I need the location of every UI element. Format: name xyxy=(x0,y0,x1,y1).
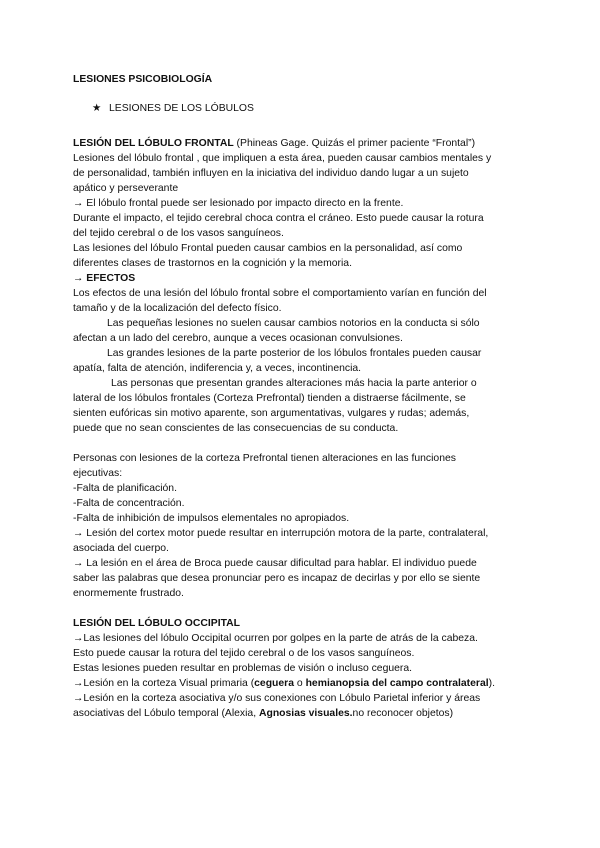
text-span: asociativas del Lóbulo temporal (Alexia, xyxy=(73,708,259,719)
text-line: →Lesión en la corteza asociativa y/o sus conexiones con Lóbulo Parietal inferior y áreas xyxy=(73,693,481,704)
text-line: del tejido cerebral o de los vasos sanguíneos. xyxy=(73,228,284,239)
text-line: → Lesión del cortex motor puede resultar en interrupción motora de la parte, contralateral, xyxy=(73,528,489,539)
text-line: ejecutivas: xyxy=(73,468,123,479)
executive-functions-paragraph xyxy=(73,451,533,601)
text-line: sienten eufóricas sin motivo aparente, son argumentativas, vulgares y rudas; además, xyxy=(73,408,470,419)
efectos-heading xyxy=(73,271,533,286)
text-line: asociada del cuerpo. xyxy=(73,543,169,554)
agnosias-term: Agnosias visuales. xyxy=(258,708,353,719)
bullet-item-lobulos xyxy=(73,101,533,116)
text-line: diferentes clases de trastornos en la cognición y la memoria. xyxy=(73,258,352,269)
text-line: de personalidad, también influyen en la iniciativa del individuo dando lugar a un sujeto xyxy=(73,168,469,179)
text-span: no reconocer objetos) xyxy=(352,708,454,719)
text-line: Lesiones del lóbulo frontal , que impliquen a esta área, pueden causar cambios mentales y xyxy=(73,153,492,164)
list-item: -Falta de concentración. xyxy=(73,498,185,509)
large-lesions-paragraph xyxy=(73,346,533,376)
frontal-intro xyxy=(73,151,533,271)
text-span: →Lesión en la corteza Visual primaria ( xyxy=(73,678,255,689)
ceguera-term: ceguera xyxy=(254,678,295,689)
text-line: lateral de los lóbulos frontales (Corteza Prefrontal) tienden a distraerse fácilmente, se xyxy=(73,393,466,404)
text-line: apático y perseverante xyxy=(73,183,179,194)
occipital-paragraph xyxy=(73,631,533,721)
text-line: Esto puede causar la rotura del tejido cerebral o de los vasos sanguíneos. xyxy=(73,648,415,659)
text-line: Las pequeñas lesiones no suelen causar cambios notorios en la conducta si sólo xyxy=(107,318,480,329)
text-line: Los efectos de una lesión del lóbulo frontal sobre el comportamiento varían en función del xyxy=(73,288,487,299)
hemianopsia-term: hemianopsia del campo contralateral xyxy=(305,678,489,689)
frontal-heading: LESIÓN DEL LÓBULO FRONTAL xyxy=(73,138,234,149)
text-line: → El lóbulo frontal puede ser lesionado por impacto directo en la frente. xyxy=(73,198,404,209)
text-line: Personas con lesiones de la corteza Prefrontal tienen alteraciones en las funciones xyxy=(73,453,456,464)
text-span: ). xyxy=(488,678,495,689)
occipital-heading: LESIÓN DEL LÓBULO OCCIPITAL xyxy=(73,618,241,629)
prefrontal-alterations-paragraph xyxy=(73,376,533,436)
frontal-heading-note: (Phineas Gage. Quizás el primer paciente “Frontal”) xyxy=(233,138,476,149)
document-title: LESIONES PSICOBIOLOGÍA xyxy=(73,74,213,85)
star-icon: ★ xyxy=(92,103,102,114)
small-lesions-paragraph xyxy=(73,316,533,346)
visual-primary-line xyxy=(73,676,533,691)
text-line: Durante el impacto, el tejido cerebral choca contra el cráneo. Esto puede causar la rotura xyxy=(73,213,484,224)
associative-line xyxy=(73,706,533,721)
text-line: Las personas que presentan grandes alteraciones más hacia la parte anterior o xyxy=(111,378,477,389)
list-item: -Falta de inhibición de impulsos elementales no apropiados. xyxy=(73,513,350,524)
text-span: o xyxy=(294,678,306,689)
text-line: Las lesiones del lóbulo Frontal pueden causar cambios en la personalidad, así como xyxy=(73,243,463,254)
text-line: apatía, falta de atención, indiferencia y, a veces, incontinencia. xyxy=(73,363,362,374)
text-line: afectan a un lado del cerebro, aunque a veces ocasionan convulsiones. xyxy=(73,333,403,344)
text-line: Estas lesiones pueden resultar en problemas de visión o incluso ceguera. xyxy=(73,663,413,674)
occipital-heading-line xyxy=(73,616,533,631)
bullet-label: LESIONES DE LOS LÓBULOS xyxy=(109,103,254,114)
efectos-intro xyxy=(73,286,533,316)
text-line: Las grandes lesiones de la parte posterior de los lóbulos frontales pueden causar xyxy=(107,348,482,359)
document-body xyxy=(73,72,533,721)
text-line: tamaño y de la localización del defecto físico. xyxy=(73,303,282,314)
text-line: saber las palabras que desea pronunciar pero es incapaz de decirlas y por ello se siente xyxy=(73,573,481,584)
efectos-label: EFECTOS xyxy=(86,273,136,284)
list-item: -Falta de planificación. xyxy=(73,483,177,494)
text-line: →Las lesiones del lóbulo Occipital ocurren por golpes en la parte de atrás de la cabeza. xyxy=(73,633,478,644)
text-line: enormemente frustrado. xyxy=(73,588,184,599)
text-line: puede que no sean conscientes de las consecuencias de su conducta. xyxy=(73,423,399,434)
text-line: → La lesión en el área de Broca puede causar dificultad para hablar. El individuo puede xyxy=(73,558,477,569)
frontal-heading-line xyxy=(73,136,533,151)
efectos-arrow: → xyxy=(73,273,87,284)
